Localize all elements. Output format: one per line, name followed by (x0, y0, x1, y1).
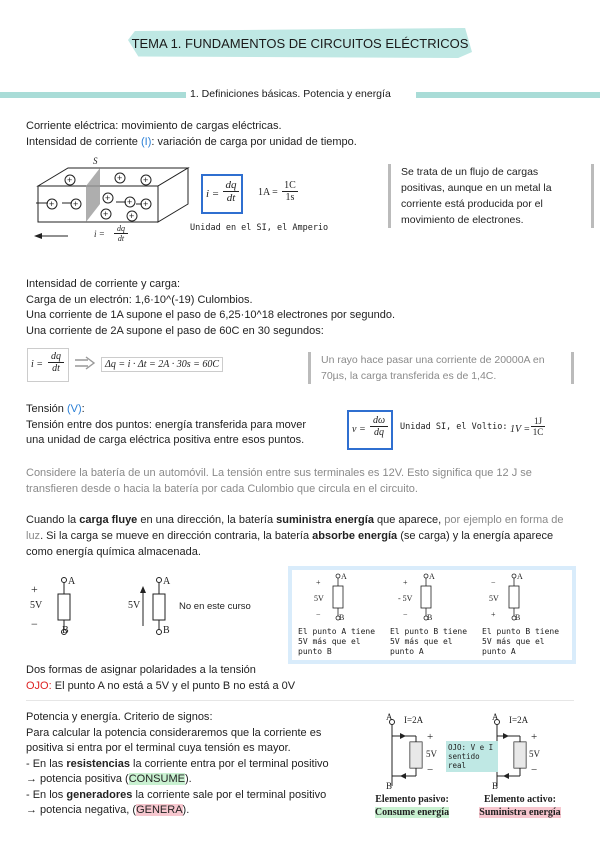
svg-text:+: + (49, 199, 55, 209)
polarity-caption-2: El punto B tiene 5V más que el punto A (390, 627, 468, 656)
activo-sub: Suministra energía (479, 807, 561, 818)
bateria-paragraph: Considere la batería de un automóvil. La tensión entre sus terminales es 12V. Esto significa que 12 J se transfieren desde o hacia la batería por cada Culombio que circula en el circuito. (26, 467, 532, 495)
tension-symbol: (V) (66, 403, 82, 415)
svg-text:+: + (127, 197, 133, 207)
note-rayo: Un rayo hace pasar una corriente de 20000A en 70µs, la carga transferida es de 1,4C. (308, 352, 574, 384)
unit-eq-lhs: 1A = (258, 187, 278, 198)
carga-line-1: Carga de un electrón: 1,6·10^(-19) Culombios. (26, 294, 253, 306)
svg-text:+: + (117, 173, 123, 183)
arrow-eq-den: dt (114, 233, 128, 243)
svg-text:+: + (143, 175, 149, 185)
pasivo-sub: Consume energía (374, 807, 450, 818)
pasivo-title: Elemento pasivo: (375, 794, 449, 805)
carga-title: Intensidad de corriente y carga: (26, 278, 181, 290)
ojo-note: OJO: V e I sentido real (446, 741, 498, 772)
implies-arrow-icon (74, 356, 96, 370)
arrow-eq-num: dq (117, 224, 125, 233)
svg-text:+: + (143, 199, 149, 209)
tension-def-2: una unidad de carga eléctrica positiva entre esos puntos. (26, 434, 305, 446)
svg-text:+: + (67, 175, 73, 185)
eq-main-den: dt (223, 191, 239, 204)
no-en-curso: No en este curso (179, 601, 251, 612)
voltio-caption: Unidad SI, el Voltio: (400, 422, 508, 432)
potencia-title: Potencia y energía. Criterio de signos: (26, 711, 213, 723)
divider (26, 700, 574, 701)
unit-eq-num: 1C (284, 180, 296, 191)
polaridad-line-2: OJO: El punto A no está a 5V y el punto B no está a 0V (26, 680, 296, 692)
activo-title: Elemento activo: (484, 794, 556, 805)
section-title: 1. Definiciones básicas. Potencia y energía (190, 88, 391, 100)
arrow-eq-lhs: i = (94, 229, 105, 239)
flujo-paragraph: Cuando la carga fluye en una dirección, la batería suministra energía que aparece, por ejemplo en forma de luz. Si la carga se mueve en dirección contraria, la batería absorbe energía (se carga) y la energía aparece como energía química almacenada. (26, 514, 564, 558)
consume-highlight: CONSUME (128, 773, 185, 785)
polarity-caption-3: El punto B tiene 5V más que el punto A (482, 627, 560, 656)
carga-line-3: Una corriente de 2A supone el paso de 60C en 30 segundos: (26, 325, 324, 337)
eq-main-lhs: i = (206, 188, 220, 200)
intensidad-line: Intensidad de corriente (I): variación de carga por unidad de tiempo. (26, 136, 357, 148)
polaridad-line-1: Dos formas de asignar polaridades a la tensión (26, 664, 256, 676)
tension-line: Tensión (V): (26, 403, 85, 415)
conductor-diagram (28, 158, 328, 250)
section-rule-left (0, 92, 186, 98)
section-rule-right (416, 92, 600, 98)
svg-text:+: + (129, 211, 135, 221)
tension-term: Tensión (26, 403, 64, 415)
genera-highlight: GENERA (136, 804, 183, 816)
amperio-caption: Unidad en el SI, el Amperio (190, 223, 329, 233)
corriente-term: Corriente eléctrica (26, 120, 116, 132)
note-flujo-cargas: Se trata de un flujo de cargas positivas, aunque en un metal la corriente está producida por el movimiento de electrones. (388, 164, 594, 228)
carga-eq2: Δq = i · Δt = 2A · 30s = 60C (101, 357, 223, 372)
current-label-active: I=2A (509, 715, 529, 725)
svg-text:+: + (103, 209, 109, 219)
intensidad-term: Intensidad de corriente (26, 136, 138, 148)
svg-text:+: + (73, 199, 79, 209)
svg-text:+: + (105, 193, 111, 203)
eq-main-num: dq (225, 179, 237, 191)
carga-eq1-box: i = dq dt (27, 348, 69, 382)
current-equation-box (201, 174, 243, 214)
corriente-line: Corriente eléctrica: movimiento de cargas eléctricas. (26, 120, 282, 132)
polarity-caption-1: El punto A tiene 5V más que el punto B (298, 627, 376, 656)
carga-line-2: Una corriente de 1A supone el paso de 6,25·10^18 electrones por segundo. (26, 309, 396, 321)
intensidad-symbol: (I) (140, 136, 152, 148)
surface-label: S (93, 156, 98, 166)
unit-eq-den: 1s (282, 191, 298, 203)
tension-def-1: Tensión entre dos puntos: energía transferida para mover (26, 419, 307, 431)
voltage-equation-box: v = dω dq (347, 410, 393, 450)
page-title: TEMA 1. FUNDAMENTOS DE CIRCUITOS ELÉCTRICOS (131, 36, 469, 51)
current-label-passive: I=2A (404, 715, 424, 725)
